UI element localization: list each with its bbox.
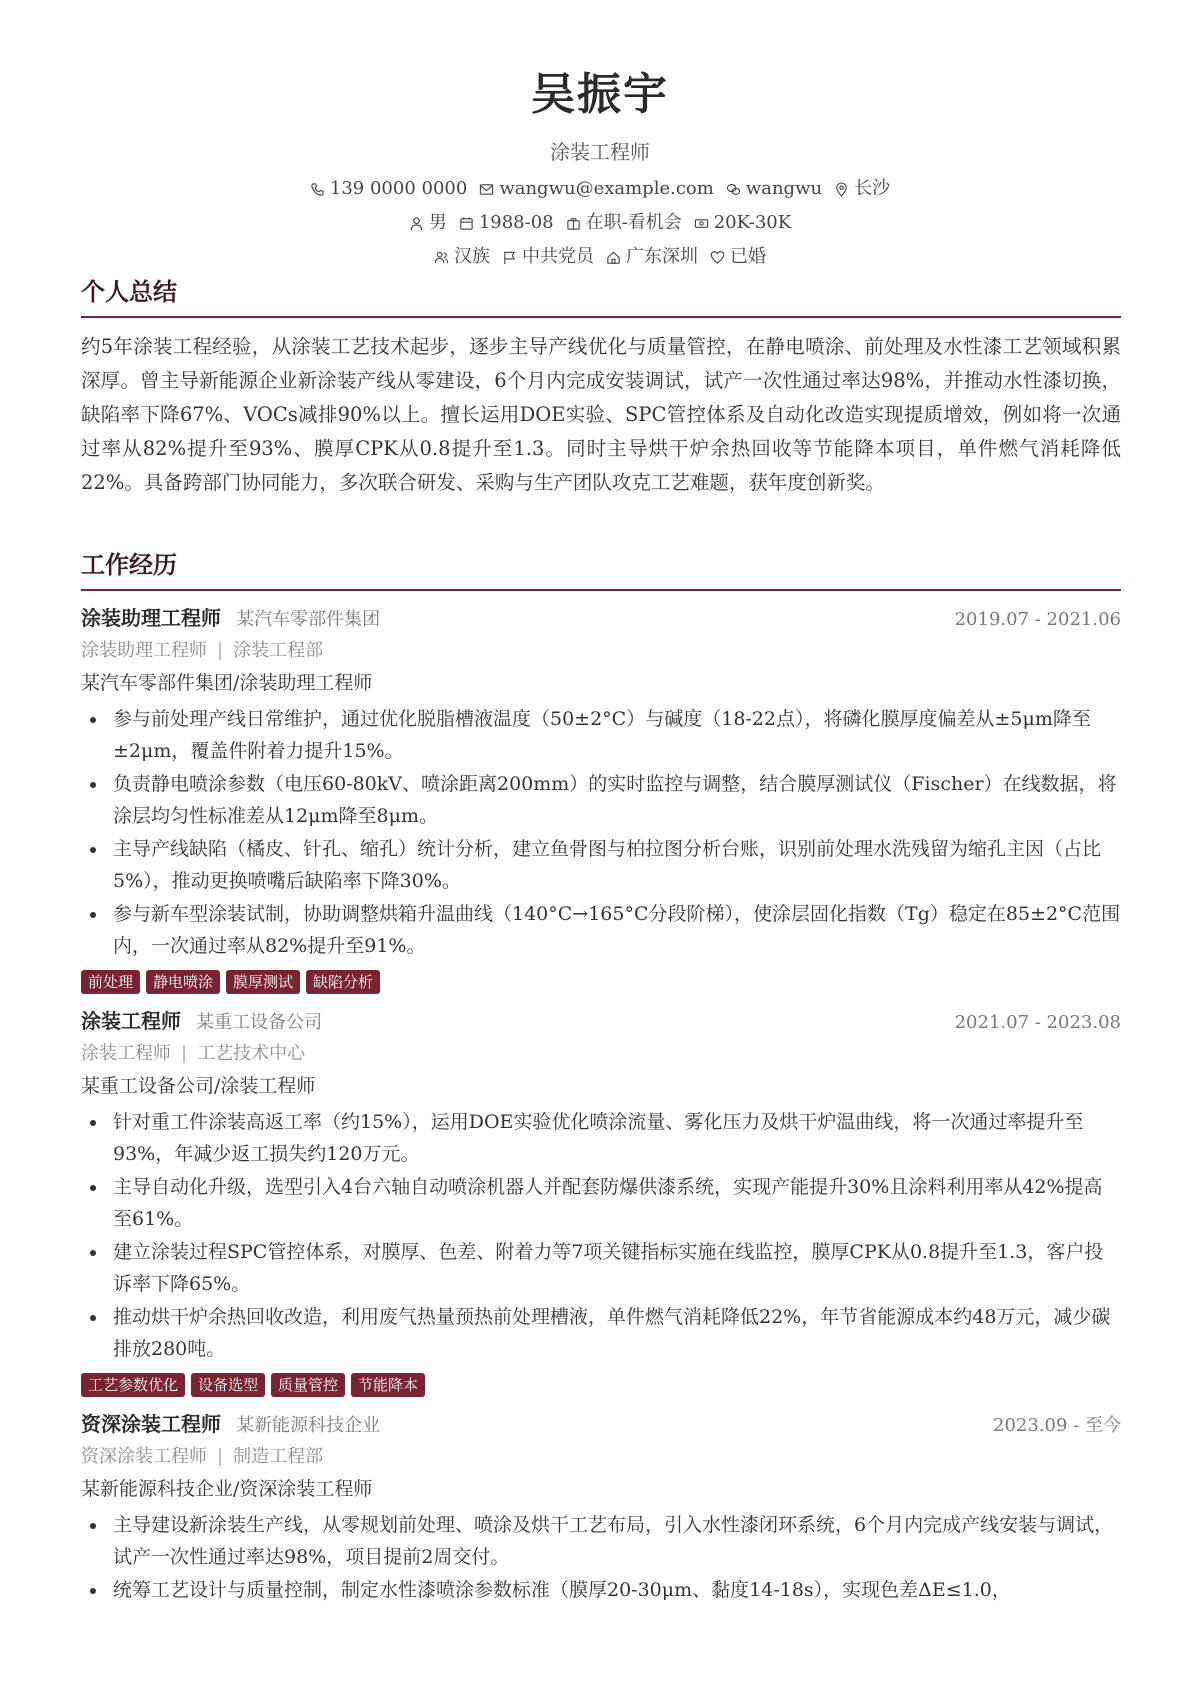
contact-row (0, 176, 1200, 202)
summary-heading: 个人总结 (81, 276, 1121, 318)
job-role: 资深涂装工程师 (81, 1412, 221, 1436)
job-subtitle (81, 1038, 1121, 1070)
job-date: 2019.07 - 2021.06 (954, 609, 1121, 630)
bullet-item: 主导自动化升级，选型引入4台六轴自动喷涂机器人并配套防爆供漆系统，实现产能提升30%且涂料利用率从42%提高至61%。 (81, 1171, 1121, 1235)
job-header (81, 1409, 1121, 1441)
bullet-item: 建立涂装过程SPC管控体系，对膜厚、色差、附着力等7项关键指标实施在线监控，膜厚CPK从0.8提升至1.3，客户投诉率下降65%。 (81, 1236, 1121, 1300)
email-text: wangwu@example.com (499, 178, 714, 199)
job-entry (81, 1409, 1121, 1606)
birth-item (459, 210, 554, 236)
gender-item (409, 210, 447, 236)
bullet-item: 统筹工艺设计与质量控制，制定水性漆喷涂参数标准（膜厚20-30μm、黏度14-18s），实现色差ΔE≤1.0， (81, 1574, 1121, 1606)
job-date: 2021.07 - 2023.08 (954, 1012, 1121, 1033)
city-item (834, 176, 890, 202)
job-date: 2023.09 - 至今 (993, 1415, 1121, 1436)
resume-header (0, 0, 1200, 270)
person-icon (409, 216, 424, 231)
job-company: 某新能源科技企业 (236, 1415, 381, 1436)
birth-text: 1988-08 (478, 212, 554, 233)
job-department: 制造工程部 (233, 1446, 324, 1467)
ethnicity-text: 汉族 (454, 246, 490, 267)
job-department: 工艺技术中心 (197, 1043, 306, 1064)
salary-item (694, 210, 791, 236)
separator: | (181, 1043, 188, 1064)
job-bullets (81, 703, 1121, 962)
job-entry (81, 1006, 1121, 1397)
marital-text: 已婚 (730, 246, 766, 267)
job-org-line: 某重工设备公司/涂装工程师 (81, 1075, 316, 1097)
bullet-item: 主导产线缺陷（橘皮、针孔、缩孔）统计分析，建立鱼骨图与柏拉图分析台账，识别前处理水洗残留为缩孔主因（占比5%），推动更换喷嘴后缺陷率下降30%。 (81, 833, 1121, 897)
job-company: 某重工设备公司 (196, 1012, 323, 1033)
skill-tag: 静电喷涂 (146, 970, 220, 994)
location-pin-icon (834, 182, 849, 197)
job-department: 涂装工程部 (233, 640, 324, 661)
job-subtitle (81, 635, 1121, 667)
bullet-item: 参与前处理产线日常维护，通过优化脱脂槽液温度（50±2°C）与碱度（18-22点），将磷化膜厚度偏差从±5μm降至±2μm，覆盖件附着力提升15%。 (81, 703, 1121, 767)
extra-row (0, 244, 1200, 270)
flag-icon (502, 250, 517, 265)
skill-tag: 前处理 (81, 970, 140, 994)
phone-icon (310, 182, 325, 197)
home-icon (606, 250, 621, 265)
hometown-text: 广东深圳 (626, 246, 698, 267)
job-entry (81, 603, 1121, 994)
job-company: 某汽车零部件集团 (236, 609, 381, 630)
ethnicity-item (434, 244, 490, 270)
skill-tag: 工艺参数优化 (81, 1373, 185, 1397)
candidate-title: 涂装工程师 (550, 140, 650, 164)
job-header (81, 1006, 1121, 1038)
skill-tags (81, 1373, 1121, 1397)
separator: | (217, 1446, 224, 1467)
money-icon (694, 216, 709, 231)
job-role: 涂装助理工程师 (81, 606, 221, 630)
briefcase-icon (566, 216, 581, 231)
skill-tags (81, 970, 1121, 994)
wechat-item (726, 176, 822, 202)
phone-text: 139 0000 0000 (329, 178, 468, 199)
experience-section (81, 549, 1121, 1607)
bullet-item: 推动烘干炉余热回收改造，利用废气热量预热前处理槽液，单件燃气消耗降低22%，年节省能源成本约48万元，减少碳排放280吨。 (81, 1301, 1121, 1365)
skill-tag: 缺陷分析 (306, 970, 380, 994)
status-text: 在职-看机会 (585, 212, 682, 233)
skill-tag: 膜厚测试 (226, 970, 300, 994)
job-sub-role: 资深涂装工程师 (81, 1446, 207, 1467)
people-icon (434, 250, 449, 265)
job-org-line: 某汽车零部件集团/涂装助理工程师 (81, 672, 373, 694)
bullet-item: 参与新车型涂装试制，协助调整烘箱升温曲线（140°C→165°C分段阶梯），使涂层固化指数（Tg）稳定在85±2°C范围内，一次通过率从82%提升至91%。 (81, 898, 1121, 962)
email-item (479, 176, 714, 202)
salary-text: 20K-30K (713, 212, 792, 233)
politics-text: 中共党员 (522, 246, 594, 267)
bullet-item: 负责静电喷涂参数（电压60-80kV、喷涂距离200mm）的实时监控与调整，结合膜厚测试仪（Fischer）在线数据，将涂层均匀性标准差从12μm降至8μm。 (81, 768, 1121, 832)
summary-section (81, 276, 1121, 500)
wechat-text: wangwu (745, 178, 823, 199)
experience-heading: 工作经历 (81, 549, 1121, 591)
job-header (81, 603, 1121, 635)
job-role: 涂装工程师 (81, 1009, 181, 1033)
separator: | (217, 640, 224, 661)
job-org-line: 某新能源科技企业/资深涂装工程师 (81, 1478, 373, 1500)
hometown-item (606, 244, 698, 270)
calendar-icon (459, 216, 474, 231)
job-bullets (81, 1509, 1121, 1606)
city-text: 长沙 (854, 178, 891, 199)
skill-tag: 质量管控 (271, 1373, 345, 1397)
candidate-name: 吴振宇 (531, 69, 669, 120)
skill-tag: 节能降本 (351, 1373, 425, 1397)
job-bullets (81, 1106, 1121, 1365)
phone-item (310, 176, 467, 202)
summary-text: 约5年涂装工程经验，从涂装工艺技术起步，逐步主导产线优化与质量管控，在静电喷涂、前处理及水性漆工艺领域积累深厚。曾主导新能源企业新涂装产线从零建设，6个月内完成安装调试，试产一次性通过率达98%，并推动水性漆切换，缺陷率下降67%、VOCs减排90%以上。擅长运用DOE实验、SPC管控体系及自动化改造实现提质增效，例如将一次通过率从82%提升至93%、膜厚CPK从0.8提升至1.3。同时主导烘干炉余热回收等节能降本项目，单件燃气消耗降低22%。具备跨部门协同能力，多次联合研发、采购与生产团队攻克工艺难题，获年度创新奖。 (81, 335, 1121, 494)
job-sub-role: 涂装工程师 (81, 1043, 171, 1064)
basics-row (0, 210, 1200, 236)
job-sub-role: 涂装助理工程师 (81, 640, 207, 661)
politics-item (502, 244, 594, 270)
job-subtitle (81, 1441, 1121, 1473)
heart-icon (710, 250, 725, 265)
marital-item (710, 244, 766, 270)
bullet-item: 主导建设新涂装生产线，从零规划前处理、喷涂及烘干工艺布局，引入水性漆闭环系统，6个月内完成产线安装与调试，试产一次性通过率达98%，项目提前2周交付。 (81, 1509, 1121, 1573)
mail-icon (479, 182, 494, 197)
wechat-icon (726, 182, 741, 197)
status-item (566, 210, 682, 236)
gender-text: 男 (428, 212, 447, 233)
bullet-item: 针对重工件涂装高返工率（约15%），运用DOE实验优化喷涂流量、雾化压力及烘干炉温曲线，将一次通过率提升至93%，年减少返工损失约120万元。 (81, 1106, 1121, 1170)
skill-tag: 设备选型 (191, 1373, 265, 1397)
